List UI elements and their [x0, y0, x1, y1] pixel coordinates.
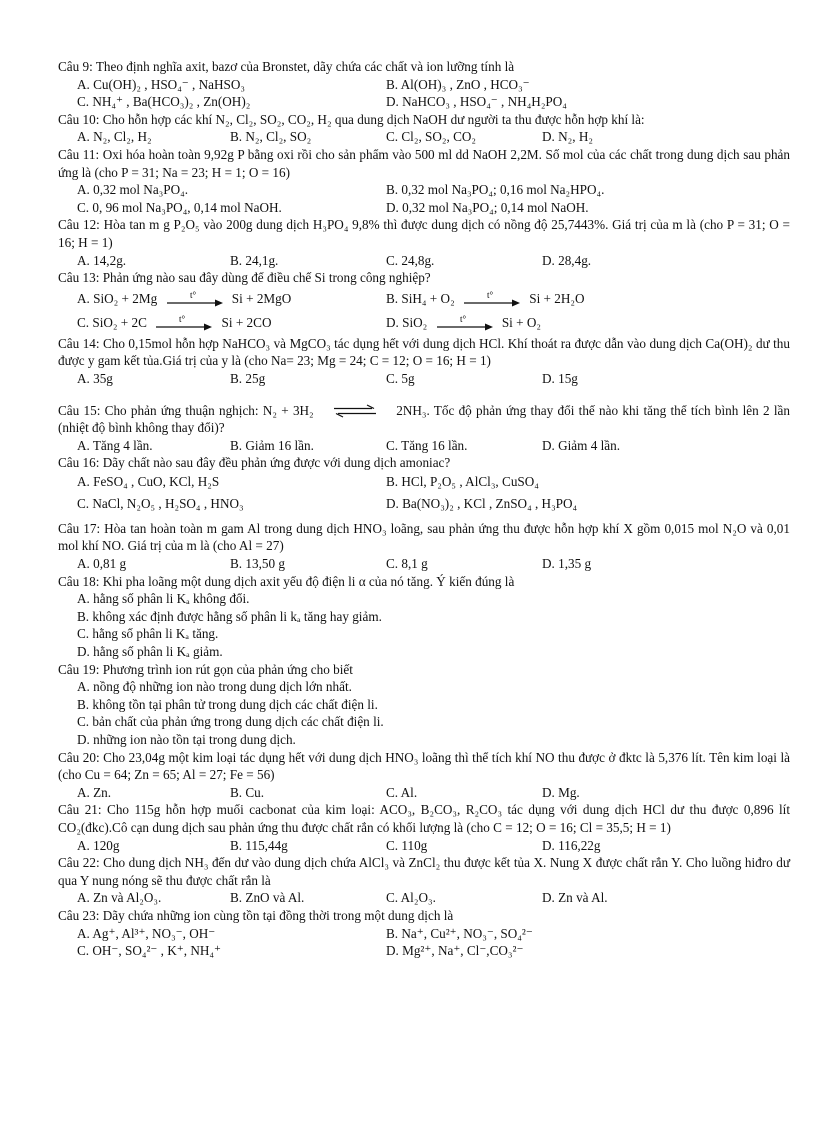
option-c[interactable]: C. 24,8g. [386, 252, 435, 268]
question-18 [58, 573, 790, 661]
exam-page [58, 58, 790, 960]
question-17 [58, 520, 790, 573]
option-a[interactable]: A. 120g [77, 837, 120, 853]
option-row [58, 784, 790, 802]
question-stem: Câu 9: Theo định nghĩa axit, bazơ của Bronstet, dãy chứa các chất và ion lưỡng tính là [58, 59, 515, 74]
option-row [58, 199, 790, 217]
option-b[interactable]: B. 0,32 mol Na₃PO₄; 0,16 mol Na₂HPO₄. [386, 182, 605, 198]
question-20 [58, 749, 790, 802]
products: Si + O₂ [501, 314, 541, 330]
question-21 [58, 801, 790, 854]
option-row [58, 370, 790, 388]
stem-prefix: Câu 15: Cho phản ứng thuận nghịch: N₂ + 3H₂ [58, 402, 314, 418]
option-row [58, 472, 790, 492]
question-stem: Câu 11: Oxi hóa hoàn toàn 9,92g P bằng oxi rồi cho sản phẩm vào 500 ml dd NaOH 2,2M. Số mol của các chất trong dung dịch sau phản ứng là (cho P = 31; Na = 23; H = 1; O = 16) [58, 146, 790, 180]
option-c[interactable]: C. bản chất của phản ứng trong dung dịch các chất điện li. [77, 714, 384, 730]
products: Si + 2MgO [231, 290, 292, 306]
reaction-arrow-icon [165, 291, 225, 309]
option-a[interactable]: A. 14,2g. [77, 252, 127, 268]
option-d[interactable]: D. NaHCO₃ , HSO₄⁻ , NH₄H₂PO₄ [386, 94, 567, 110]
reactants: SiH₄ + O₂ [401, 290, 455, 306]
reaction-arrow-icon [435, 315, 495, 333]
question-19 [58, 661, 790, 749]
products: Si + 2CO [221, 314, 272, 330]
option-row [58, 252, 790, 270]
option-d[interactable]: D. hằng số phân li Kₐ giảm. [77, 644, 223, 660]
reactants: SiO₂ [402, 314, 428, 330]
option-d[interactable]: D. 1,35 g [542, 556, 592, 572]
option-c[interactable] [77, 311, 271, 335]
question-9 [58, 58, 790, 111]
option-label: D. [386, 314, 399, 330]
option-a[interactable]: A. hằng số phân li Kₐ không đổi. [77, 591, 250, 607]
option-b[interactable]: B. N₂, Cl₂, SO₂ [230, 129, 312, 145]
option-row [58, 889, 790, 907]
option-b[interactable]: B. không xác định được hằng số phân li kₐ tăng hay giảm. [77, 608, 382, 624]
option-a[interactable]: A. nồng độ những ion nào trong dung dịch lớn nhất. [77, 679, 352, 695]
option-b[interactable]: B. HCl, P₂O₅ , AlCl₃, CuSO₄ [386, 473, 539, 489]
option-d[interactable]: D. N₂, H₂ [542, 129, 593, 145]
option-d[interactable]: D. Mg²⁺, Na⁺, Cl⁻,CO₃²⁻ [386, 943, 524, 959]
question-13 [58, 269, 790, 335]
option-b[interactable]: B. Na⁺, Cu²⁺, NO₃⁻, SO₄²⁻ [386, 925, 533, 941]
option-a[interactable]: A. N₂, Cl₂, H₂ [77, 129, 152, 145]
question-stem [58, 402, 790, 437]
option-row [58, 311, 790, 335]
option-a[interactable]: A. Cu(OH)₂ , HSO₄⁻ , NaHSO₃ [77, 76, 246, 92]
equilibrium-arrow-icon [332, 404, 378, 418]
option-row [58, 128, 790, 146]
option-c[interactable]: C. NaCl, N₂O₅ , H₂SO₄ , HNO₃ [77, 495, 244, 511]
option-c[interactable]: C. Al₂O₃. [386, 890, 436, 906]
option-d[interactable]: D. 15g [542, 370, 578, 386]
question-stem: Câu 20: Cho 23,04g một kim loại tác dụng hết với dung dịch HNO₃ loãng thì thể tích khí NO thu được ở đktc là 5,376 lít. Tên kim loại là (cho Cu = 64; Zn = 65; Al = 27; Fe = 56) [58, 749, 790, 783]
option-b[interactable]: B. không tồn tại phân tử trong dung dịch các chất điện li. [77, 696, 378, 712]
question-stem: Câu 14: Cho 0,15mol hỗn hợp NaHCO₃ và MgCO₃ tác dụng hết với dung dịch HCl. Khí thoát ra được dẫn vào dung dịch Ca(OH)₂ dư thu được y gam kết tủa.Giá trị của y là (cho Na= 23; Mg = 24; C = 12; O = 16; H = 1) [58, 335, 790, 369]
question-14 [58, 335, 790, 388]
option-b[interactable]: B. 25g [230, 370, 266, 386]
reaction-condition: t° [459, 314, 466, 324]
option-d[interactable] [386, 311, 541, 335]
question-15 [58, 402, 790, 455]
option-row [58, 555, 790, 573]
option-a[interactable]: A. FeSO₄ , CuO, KCl, H₂S [77, 473, 220, 489]
question-stem: Câu 16: Dãy chất nào sau đây đều phản ứng được với dung dịch amoniac? [58, 455, 451, 471]
question-23 [58, 907, 790, 960]
question-11 [58, 146, 790, 216]
option-row [58, 837, 790, 855]
option-a[interactable]: A. Tăng 4 lần. [77, 437, 153, 453]
option-row [58, 287, 790, 311]
option-c[interactable]: C. 0, 96 mol Na₃PO₄, 0,14 mol NaOH. [77, 199, 282, 215]
option-d[interactable]: D. 0,32 mol Na₃PO₄; 0,14 mol NaOH. [386, 199, 589, 215]
option-b[interactable]: B. Giảm 16 lần. [230, 437, 314, 453]
option-a[interactable]: A. Ag⁺, Al³⁺, NO₃⁻, OH⁻ [77, 925, 216, 941]
option-c[interactable]: C. NH₄⁺ , Ba(HCO₃)₂ , Zn(OH)₂ [77, 94, 251, 110]
option-b[interactable]: B. ZnO và Al. [230, 890, 305, 906]
question-22 [58, 854, 790, 907]
option-d[interactable]: D. những ion nào tồn tại trong dung dịch. [77, 732, 296, 747]
option-a[interactable]: A. Zn và Al₂O₃. [77, 890, 162, 906]
option-d[interactable]: D. Giảm 4 lần. [542, 437, 621, 453]
option-c[interactable]: C. 110g [386, 837, 428, 853]
question-stem: Câu 19: Phương trình ion rút gọn của phản ứng cho biết [58, 661, 353, 677]
question-stem: Câu 13: Phản ứng nào sau đây dùng để điều chế Si trong công nghiệp? [58, 270, 431, 286]
question-12 [58, 216, 790, 269]
reaction-arrow-icon [462, 291, 522, 309]
option-c[interactable]: C. Al. [386, 784, 418, 800]
option-row [58, 492, 790, 516]
option-c[interactable]: C. 8,1 g [386, 556, 428, 572]
option-row [58, 942, 790, 960]
reaction-condition: t° [189, 290, 196, 300]
option-b[interactable]: B. 13,50 g [230, 556, 285, 572]
question-stem: Câu 21: Cho 115g hỗn hợp muối cacbonat của kim loại: ACO₃, B₂CO₃, R₂CO₃ tác dụng với dung dịch HCl dư thu được 0,896 lít CO₂(đkc).Cô cạn dung dịch sau phản ứng thu được chất rắn có khối lượng là (cho C = 12; O = 16; Cl = 35,5; H = 1) [58, 802, 790, 835]
reaction-condition: t° [486, 290, 494, 300]
question-stem: Câu 12: Hòa tan m g P₂O₅ vào 200g dung dịch H₃PO₄ 9,8% thì được dung dịch có nồng độ 25,7443%. Giá trị của m là (cho P = 31; O = 16; H = 1) [58, 217, 790, 250]
option-label: B. [386, 290, 399, 306]
option-row [58, 181, 790, 199]
question-stem: Câu 22: Cho dung dịch NH₃ đến dư vào dung dịch chứa AlCl₃ và ZnCl₂ thu được kết tủa X. Nung X được chất rắn Y. Cho luồng hiđro dư qua Y nung nóng sẽ thu được chất rắn là [58, 855, 790, 888]
reaction-arrow-icon [154, 315, 214, 333]
option-d[interactable]: D. Zn và Al. [542, 890, 608, 906]
option-row [58, 93, 790, 111]
question-10 [58, 111, 790, 146]
spacer [58, 388, 790, 402]
option-c[interactable]: C. Cl₂, SO₂, CO₂ [386, 129, 477, 145]
option-d[interactable]: D. Mg. [542, 784, 580, 800]
stem-suffix: 2NH₃. Tốc độ phản ứng thay đổi thế nào khi tăng thể tích bình lên 2 lần (nhiệt độ bình không thay đổi)? [58, 402, 790, 436]
option-b[interactable]: B. Cu. [230, 784, 265, 800]
option-d[interactable]: D. Ba(NO₃)₂ , KCl , ZnSO₄ , H₃PO₄ [386, 495, 578, 511]
option-b[interactable]: B. 115,44g [230, 837, 288, 853]
option-row [58, 925, 790, 943]
option-c[interactable]: C. Tăng 16 lần. [386, 437, 468, 453]
option-a[interactable]: A. 0,32 mol Na₃PO₄. [77, 182, 189, 198]
question-stem: Câu 23: Dãy chứa những ion cùng tồn tại đồng thời trong một dung dịch là [58, 907, 454, 923]
option-d[interactable]: D. 28,4g. [542, 252, 592, 268]
option-c[interactable]: C. OH⁻, SO₄²⁻ , K⁺, NH₄⁺ [77, 943, 221, 959]
reactants: SiO₂ + 2Mg [93, 290, 158, 306]
option-c[interactable]: C. hằng số phân li Kₐ tăng. [77, 626, 219, 642]
option-a[interactable]: A. 0,81 g [77, 556, 127, 572]
question-stem: Câu 10: Cho hỗn hợp các khí N₂, Cl₂, SO₂, CO₂, H₂ qua dung dịch NaOH dư người ta thu được hỗn hợp khí là: [58, 111, 645, 127]
option-a[interactable]: A. Zn. [77, 784, 112, 800]
option-b[interactable]: B. 24,1g. [230, 252, 279, 268]
option-label: C. [77, 314, 90, 330]
question-stem: Câu 18: Khi pha loãng một dung dịch axit yếu độ điện li α của nó tăng. Ý kiến đúng là [58, 573, 515, 589]
question-16 [58, 454, 790, 516]
reactants: SiO₂ + 2C [92, 314, 147, 330]
reaction-condition: t° [179, 314, 186, 324]
option-d[interactable]: D. 116,22g [542, 837, 601, 853]
option-row [58, 437, 790, 455]
option-b[interactable] [386, 287, 585, 311]
option-a[interactable] [77, 287, 291, 311]
option-label: A. [77, 290, 90, 306]
option-c[interactable]: C. 5g [386, 370, 415, 386]
option-row [58, 76, 790, 94]
option-b[interactable]: B. Al(OH)₃ , ZnO , HCO₃⁻ [386, 76, 530, 92]
products: Si + 2H₂O [529, 290, 585, 306]
question-stem: Câu 17: Hòa tan hoàn toàn m gam Al trong dung dịch HNO₃ loãng, sau phản ứng thu được hỗn hợp khí X gồm 0,015 mol N₂O và 0,01 mol khí NO. Giá trị của m là (cho Al = 27) [58, 520, 790, 554]
option-a[interactable]: A. 35g [77, 370, 113, 386]
